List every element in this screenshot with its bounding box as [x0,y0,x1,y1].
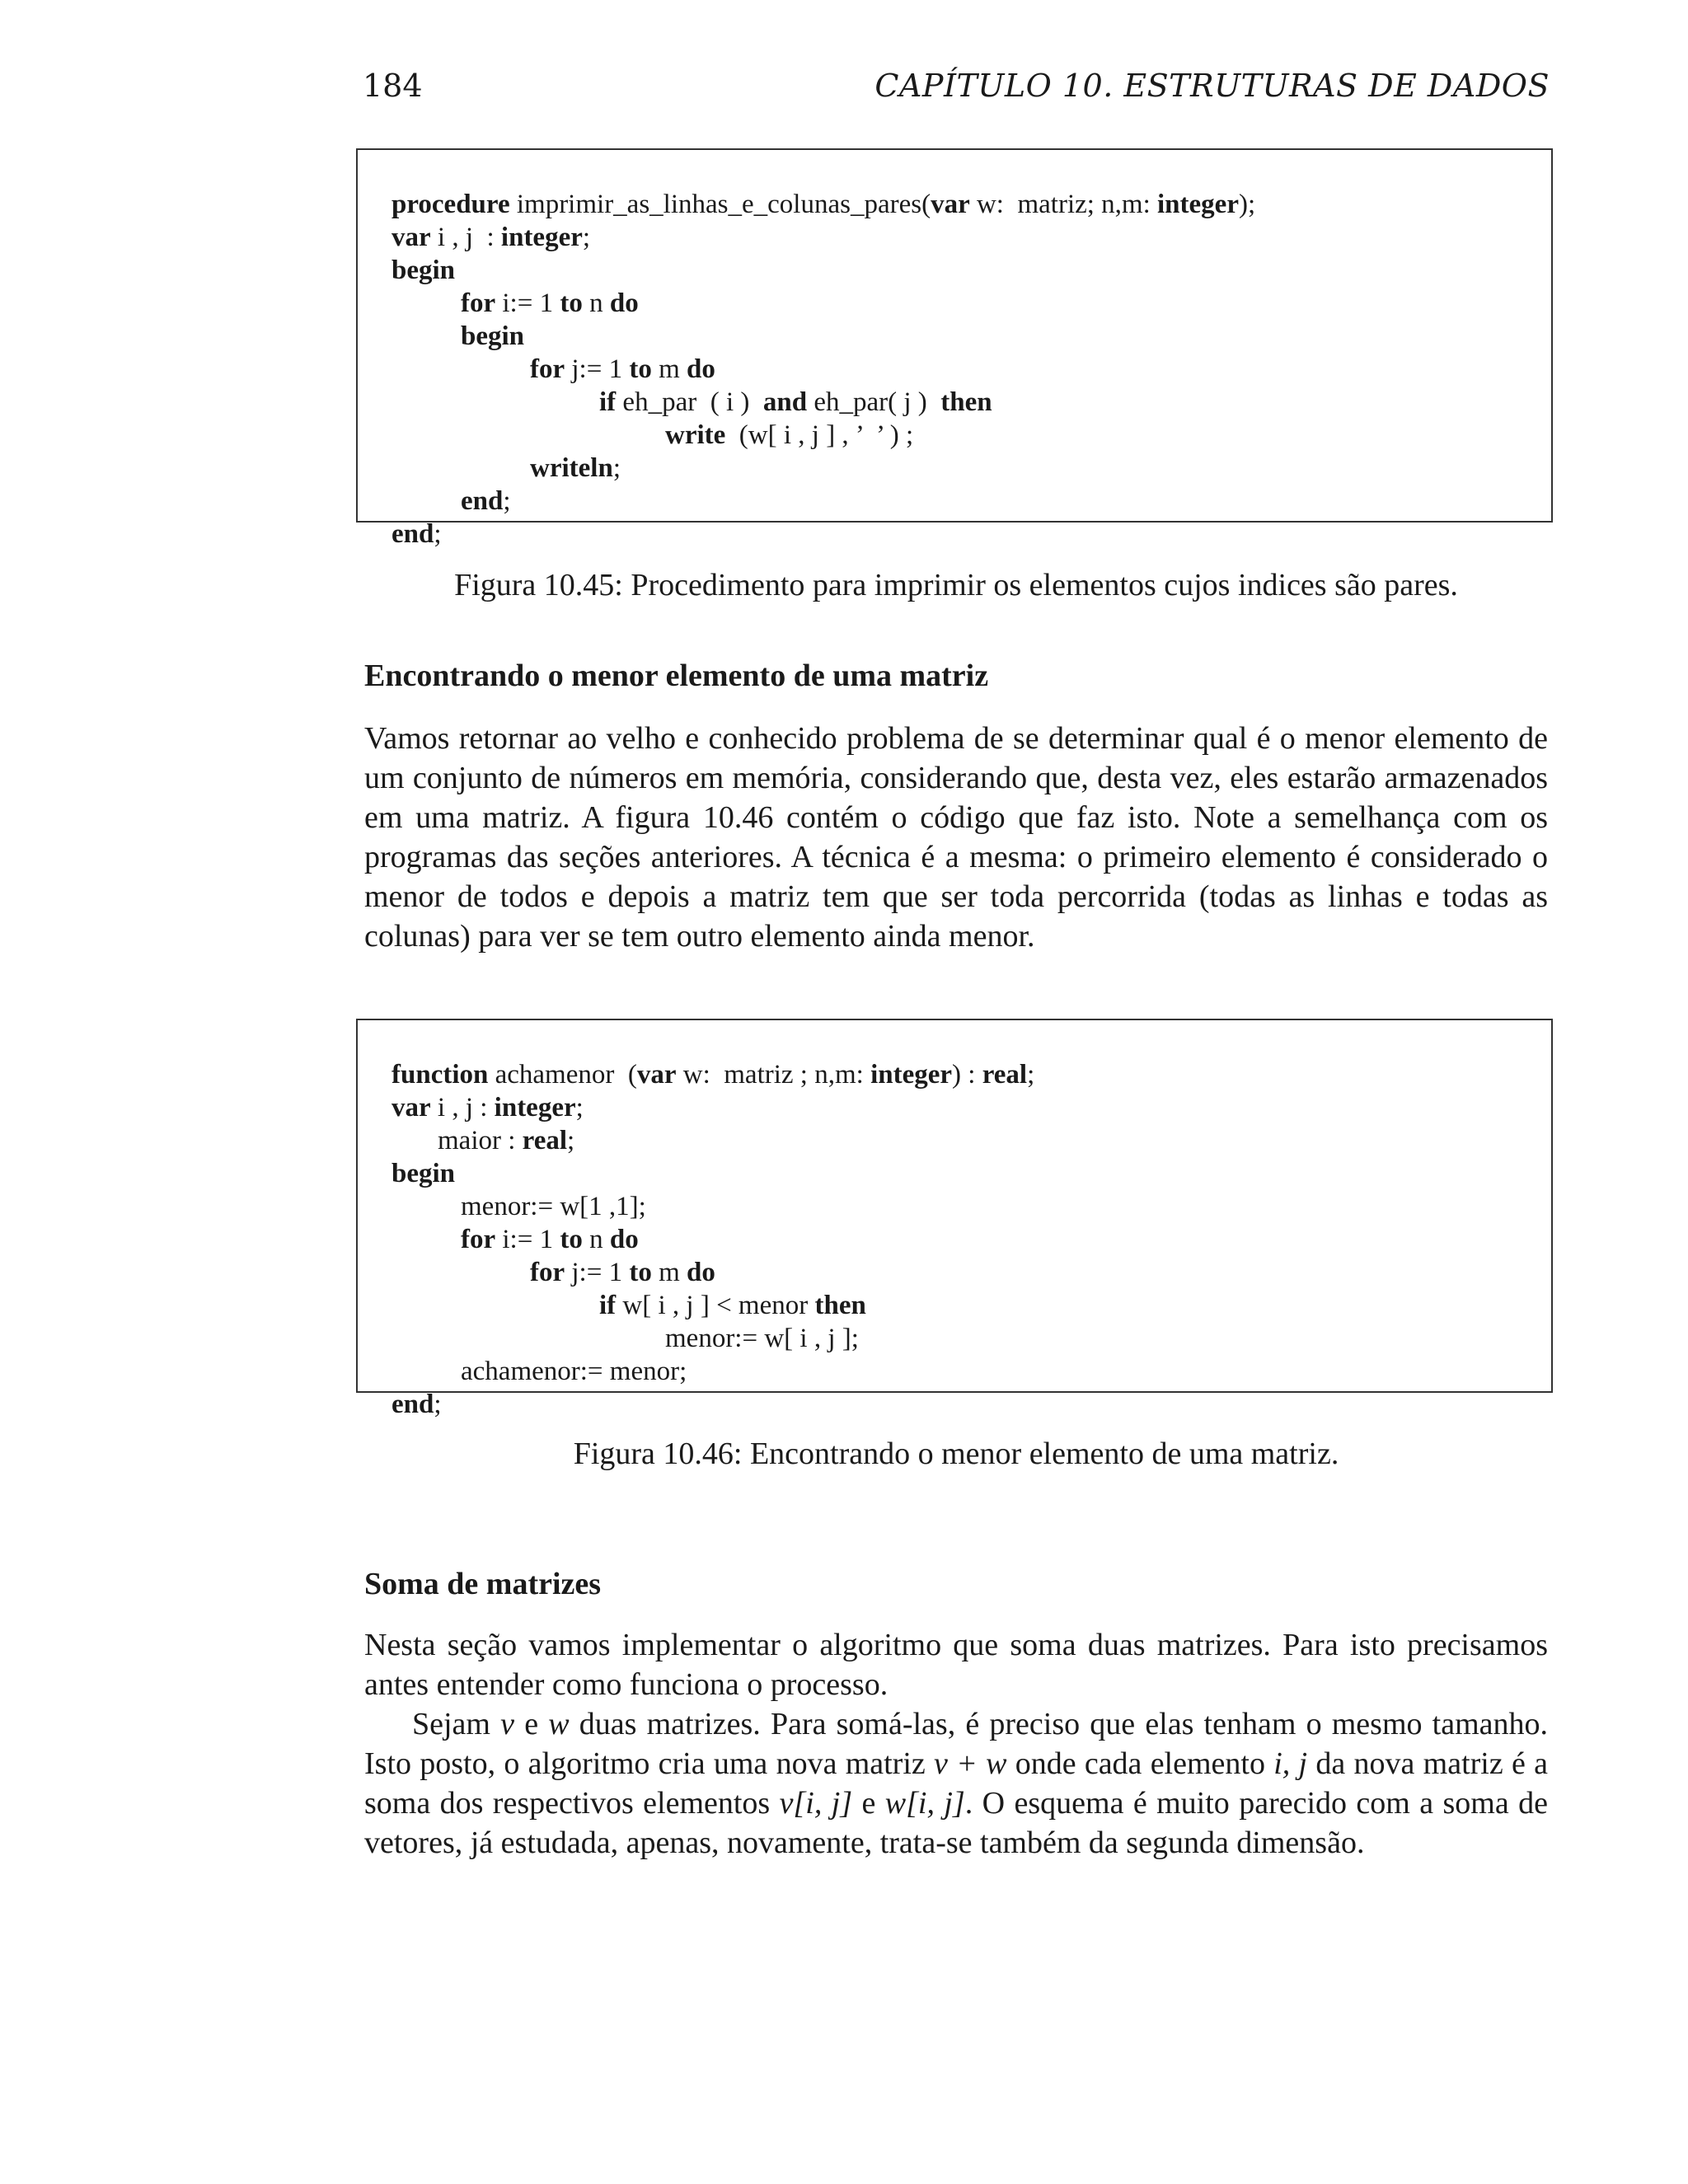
code-line: function achamenor (var w: matriz ; n,m: integer) : real; [392,1060,1035,1090]
code-line: for j:= 1 to m do [530,354,715,384]
paragraph-soma-intro: Nesta seção vamos implementar o algoritmo que soma duas matrizes. Para isto precisamos antes entender como funciona o processo. [364,1628,1548,1702]
paragraph-menor-elemento: Vamos retornar ao velho e conhecido problema de se determinar qual é o menor elemento de um conjunto de números em memória, considerando que, desta vez, eles estarão armazenados em uma matriz. A figura 10.46 contém o código que faz isto. Note a semelhança com os programas das seções anteriores. A técnica é a mesma: o primeiro elemento é considerado o menor de todos e depois a matriz tem que ser toda percorrida (todas as linhas e todas as colunas) para ver se tem outro elemento ainda menor. [364,721,1548,954]
code-block-achamenor [356,1019,1553,1419]
code-line: menor:= w[1 ,1]; [461,1192,646,1221]
code-line: menor:= w[ i , j ]; [665,1324,859,1353]
code-line: write (w[ i , j ] , ’ ’ ) ; [665,420,914,450]
code-line: end; [392,1390,442,1419]
paragraph-soma-detalhes: Sejam v e w duas matrizes. Para somá-las, é preciso que elas tenham o mesmo tamanho. Isto posto, o algoritmo cria uma nova matriz v + w onde cada elemento i, j da nova matriz é a soma dos respectivos elementos v[i, j] e w[i, j]. O esquema é muito parecido com a soma de vetores, já estudada, apenas, novamente, trata-se também da segunda dimensão. [364,1707,1549,1860]
page-header [363,68,1550,109]
code-line: maior : real; [438,1126,575,1155]
code-line: var i , j : integer; [392,1093,584,1122]
code-line: for j:= 1 to m do [530,1258,715,1287]
code-line: if eh_par ( i ) and eh_par( j ) then [599,387,992,417]
code-line: if w[ i , j ] < menor then [599,1291,866,1320]
section-heading-menor-elemento: Encontrando o menor elemento de uma matriz [364,658,989,693]
figure-caption-10-46: Figura 10.46: Encontrando o menor elemento de uma matriz. [573,1436,1339,1471]
code-line: achamenor:= menor; [461,1357,687,1386]
code-line: var i , j : integer; [392,223,591,252]
page-number: 184 [363,68,423,104]
code-line: procedure imprimir_as_linhas_e_colunas_pares(var w: matriz; n,m: integer); [392,190,1256,219]
code-line: begin [392,1159,456,1188]
code-line: writeln; [530,453,621,483]
code-block-imprimir [356,148,1553,549]
code-line: begin [461,321,525,351]
code-line: begin [392,255,456,285]
running-title: CAPÍTULO 10. ESTRUTURAS DE DADOS [874,68,1550,104]
code-line: end; [461,486,511,516]
code-line: for i:= 1 to n do [461,1225,639,1254]
section-heading-soma-matrizes: Soma de matrizes [364,1567,602,1601]
code-line: end; [392,519,442,549]
code-line: for i:= 1 to n do [461,288,639,318]
figure-caption-10-45: Figura 10.45: Procedimento para imprimir os elementos cujos indices são pares. [454,568,1458,602]
